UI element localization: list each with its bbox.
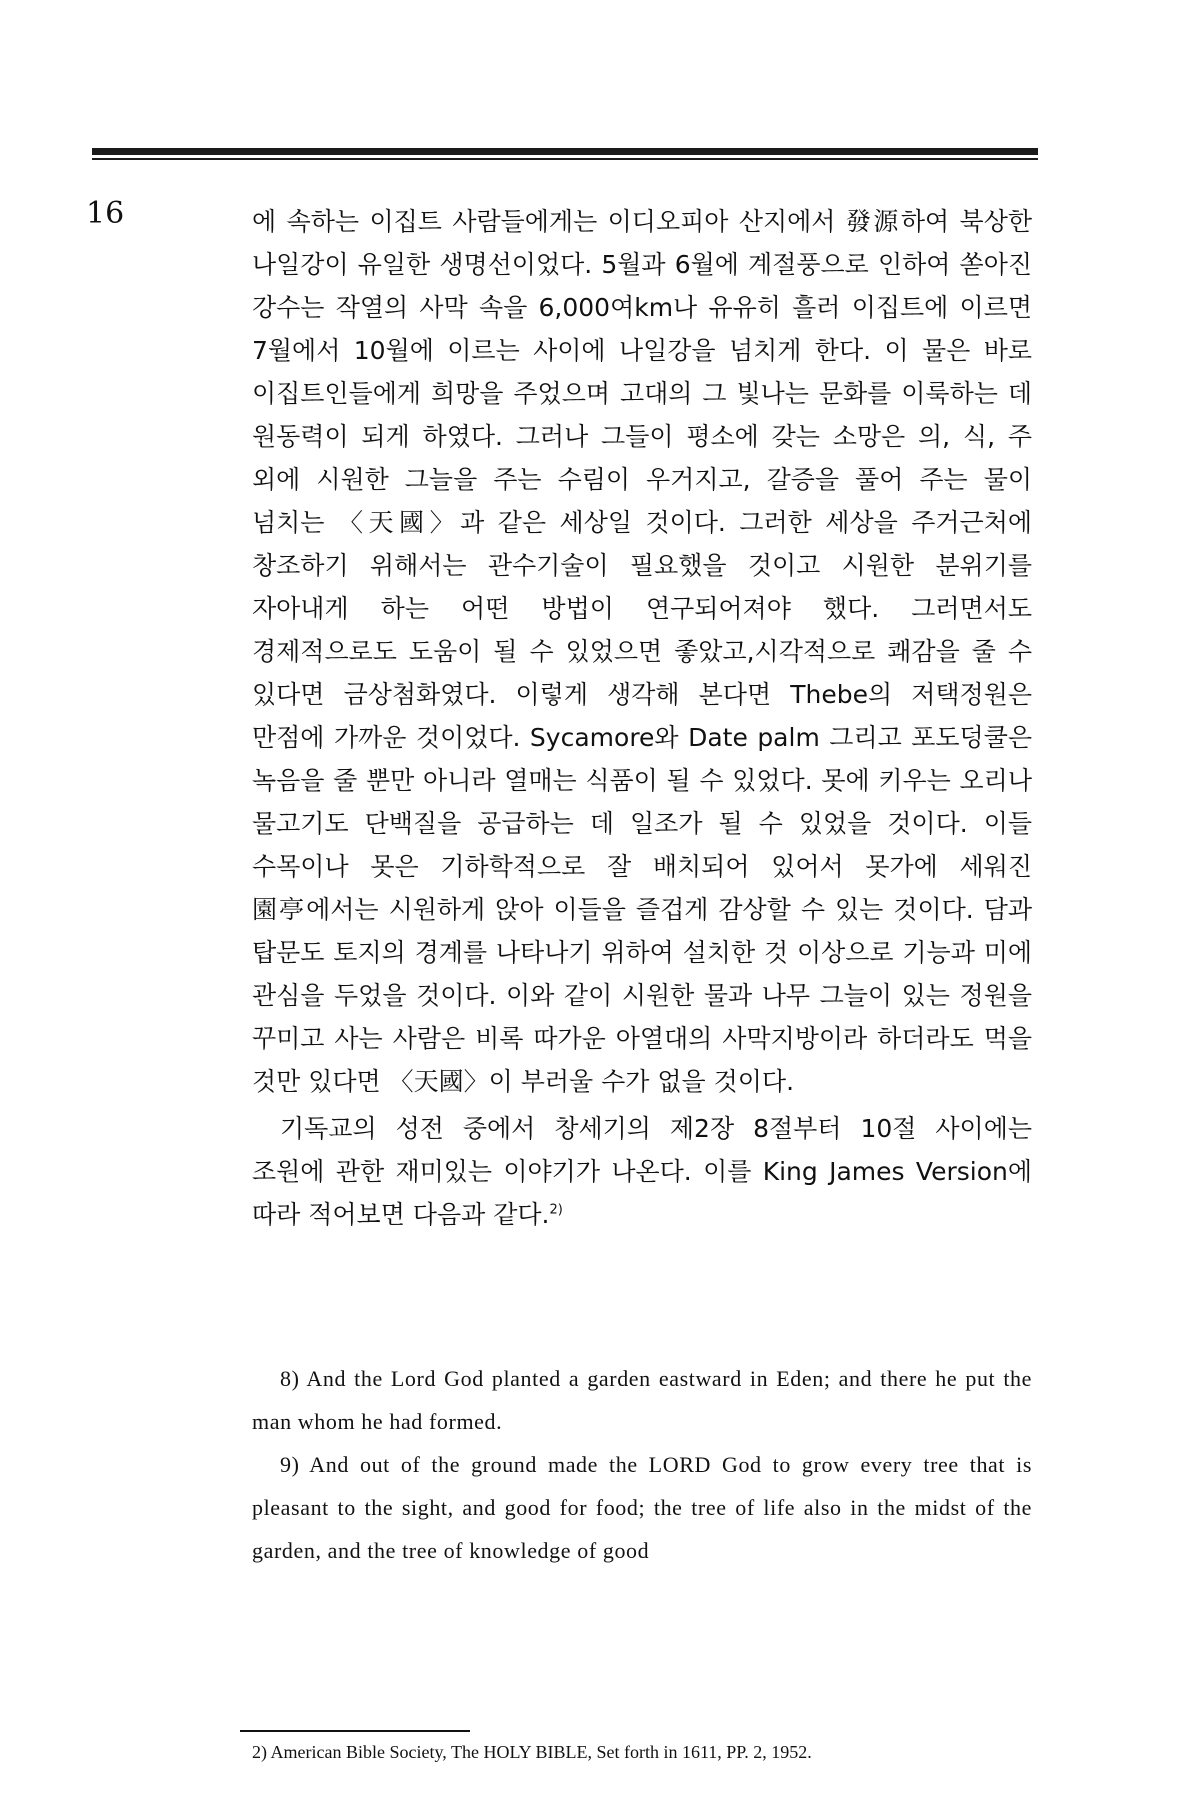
header-rule-thin <box>92 158 1038 160</box>
footnote-rule <box>240 1730 470 1732</box>
paragraph-2-text: 기독교의 성전 중에서 창세기의 제2장 8절부터 10절 사이에는 조원에 관한 재미있는 이야기가 나온다. 이를 King James Version에 따라 적어보면 다음과 같다. <box>252 1114 1032 1229</box>
page-number: 16 <box>86 196 125 231</box>
body-text <box>252 200 1032 1236</box>
paragraph-1: 에 속하는 이집트 사람들에게는 이디오피아 산지에서 發源하여 북상한 나일강이 유일한 생명선이었다. 5월과 6월에 계절풍으로 인하여 쏟아진 강수는 작열의 사막 속을 6,000여km나 유유히 흘러 이집트에 이르면 7월에서 10월에 이르는 사이에 나일강을 넘치게 한다. 이 물은 바로 이집트인들에게 희망을 주었으며 고대의 그 빛나는 문화를 이룩하는 데 원동력이 되게 하였다. 그러나 그들이 평소에 갖는 소망은 의, 식, 주 외에 시원한 그늘을 주는 수림이 우거지고, 갈증을 풀어 주는 물이 넘치는 〈天國〉과 같은 세상일 것이다. 그러한 세상을 주거근처에 창조하기 위해서는 관수기술이 필요했을 것이고 시원한 분위기를 자아내게 하는 어떤 방법이 연구되어져야 했다. 그러면서도 경제적으로도 도움이 될 수 있었으면 좋았고,시각적으로 쾌감을 줄 수 있다면 금상첨화였다. 이렇게 생각해 본다면 Thebe의 저택정원은 만점에 가까운 것이었다. Sycamore와 Date palm 그리고 포도덩쿨은 녹음을 줄 뿐만 아니라 열매는 식품이 될 수 있었다. 못에 키우는 오리나 물고기도 단백질을 공급하는 데 일조가 될 수 있었을 것이다. 이들 수목이나 못은 기하학적으로 잘 배치되어 있어서 못가에 세워진 園亭에서는 시원하게 앉아 이들을 즐겁게 감상할 수 있는 것이다. 담과 탑문도 토지의 경계를 나타나기 위하여 설치한 것 이상으로 기능과 미에 관심을 두었을 것이다. 이와 같이 시원한 물과 나무 그늘이 있는 정원을 꾸미고 사는 사람은 비록 따가운 아열대의 사막지방이라 하더라도 먹을 것만 있다면 〈天國〉이 부러울 수가 없을 것이다. <box>252 207 1032 1096</box>
footnote-marker: 2) <box>549 1202 563 1218</box>
header-rule-thick <box>92 148 1038 155</box>
bible-quote <box>252 1357 1032 1572</box>
paragraph-2 <box>252 1107 1032 1236</box>
quote-verse-9: 9) And out of the ground made the LORD God to grow every tree that is pleasant to the sight, and good for food; the tree of life also in the midst of the garden, and the tree of knowledge of good <box>252 1452 1032 1563</box>
footnote: 2) American Bible Society, The HOLY BIBLE, Set forth in 1611, PP. 2, 1952. <box>252 1742 812 1762</box>
quote-verse-8: 8) And the Lord God planted a garden eastward in Eden; and there he put the man whom he had formed. <box>252 1366 1032 1434</box>
